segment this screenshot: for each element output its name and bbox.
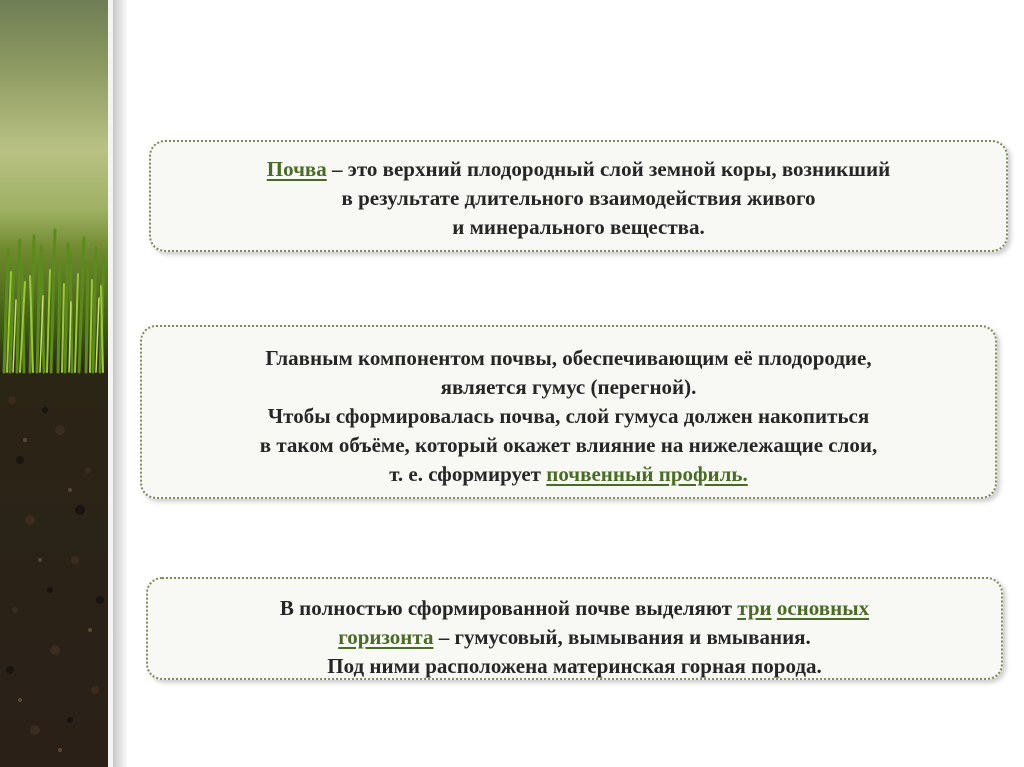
horizons-line-1: В полностью сформированной почве выделяют три основных — [279, 596, 870, 620]
horizons-box — [146, 577, 1003, 680]
horizons-line-2: горизонта – гумусовый, вымывания и вмывания. — [338, 625, 811, 649]
definition-line-2: в результате длительного взаимодействия живого — [341, 186, 816, 210]
humus-line-3: Чтобы сформировалась почва, слой гумуса должен накопиться — [267, 404, 870, 428]
soil-term-link[interactable]: Почва — [266, 157, 327, 181]
humus-line-1: Главным компонентом почвы, обеспечивающим её плодородие, — [265, 346, 872, 370]
definition-line-3: и минерального вещества. — [452, 215, 705, 239]
three-link[interactable]: три — [737, 596, 772, 620]
horizons-line-3: Под ними расположена материнская горная порода. — [327, 654, 822, 678]
definition-box — [149, 140, 1008, 252]
main-link[interactable]: основных — [776, 596, 870, 620]
definition-line-1: Почва – это верхний плодородный слой земной коры, возникший — [266, 157, 891, 181]
grass-soil-image — [0, 0, 108, 767]
horizons-link[interactable]: горизонта — [338, 625, 434, 649]
humus-line-4: в таком объёме, который окажет влияние на нижележащие слои, — [259, 433, 878, 457]
humus-box — [140, 325, 997, 499]
soil-profile-link[interactable]: почвенный профиль. — [546, 462, 748, 486]
humus-line-2: является гумус (перегной). — [440, 375, 697, 399]
humus-line-5: т. е. сформирует почвенный профиль. — [389, 462, 748, 486]
divider-shadow — [113, 0, 127, 767]
